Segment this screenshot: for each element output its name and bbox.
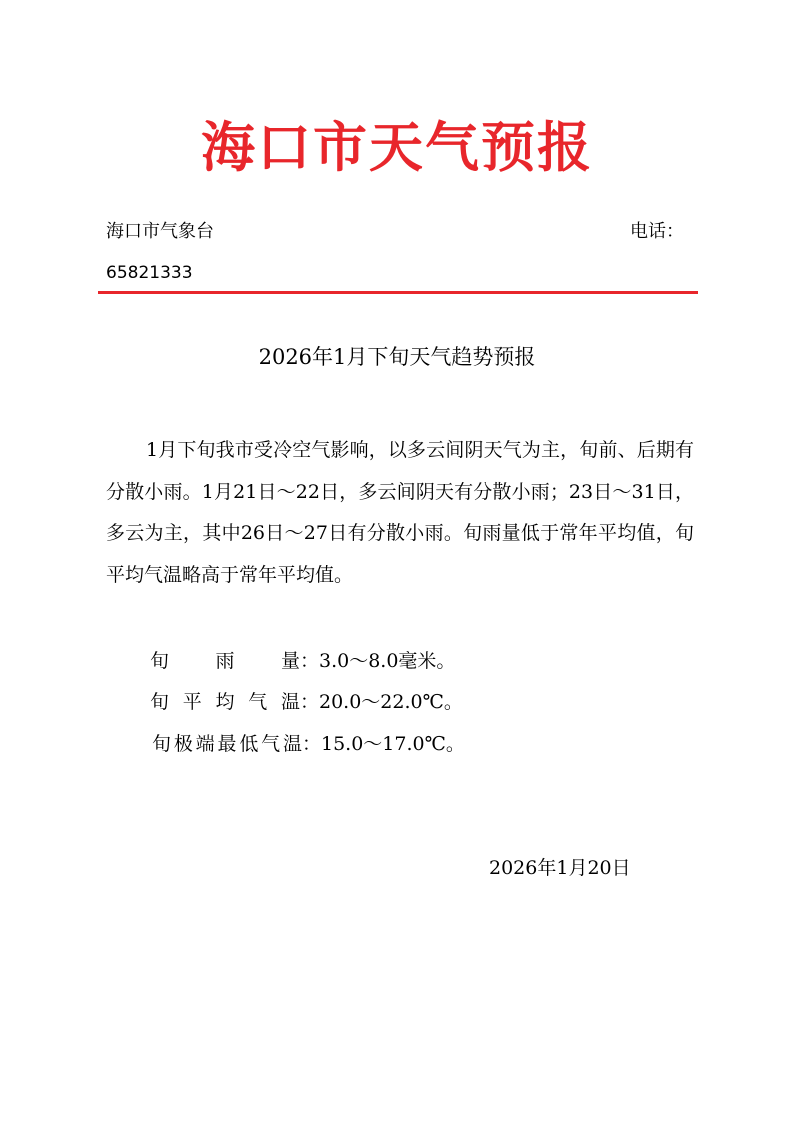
stat-label: 旬雨量 — [150, 650, 300, 672]
stat-min-temperature — [152, 731, 465, 757]
stat-value: ：20.0～22.0℃。 — [300, 691, 463, 713]
header-divider — [98, 291, 698, 294]
page-title: 海口市天气预报 — [201, 116, 593, 179]
forecast-paragraph: 1月下旬我市受冷空气影响，以多云间阴天气为主，旬前、后期有分散小雨。1月21日～22日，多云间阴天有分散小雨；23日～31日，多云为主，其中26日～27日有分散小雨。旬雨量低于常年平均值，旬平均气温略高于常年平均值。 — [106, 439, 694, 586]
stat-value: ：3.0～8.0毫米。 — [300, 650, 456, 672]
phone-label: 电话： — [630, 221, 684, 242]
stat-mean-temperature — [150, 689, 463, 715]
stat-value: ：15.0～17.0℃。 — [302, 733, 465, 755]
stat-label: 旬极端最低气温 — [152, 733, 302, 755]
stat-label: 旬平均气温 — [150, 691, 300, 713]
issue-date: 2026年1月20日 — [489, 857, 631, 879]
document-heading: 2026年1月下旬天气趋势预报 — [258, 345, 536, 369]
phone-number: 65821333 — [106, 263, 193, 283]
stat-rainfall — [150, 648, 455, 674]
organization-name: 海口市气象台 — [106, 221, 214, 242]
